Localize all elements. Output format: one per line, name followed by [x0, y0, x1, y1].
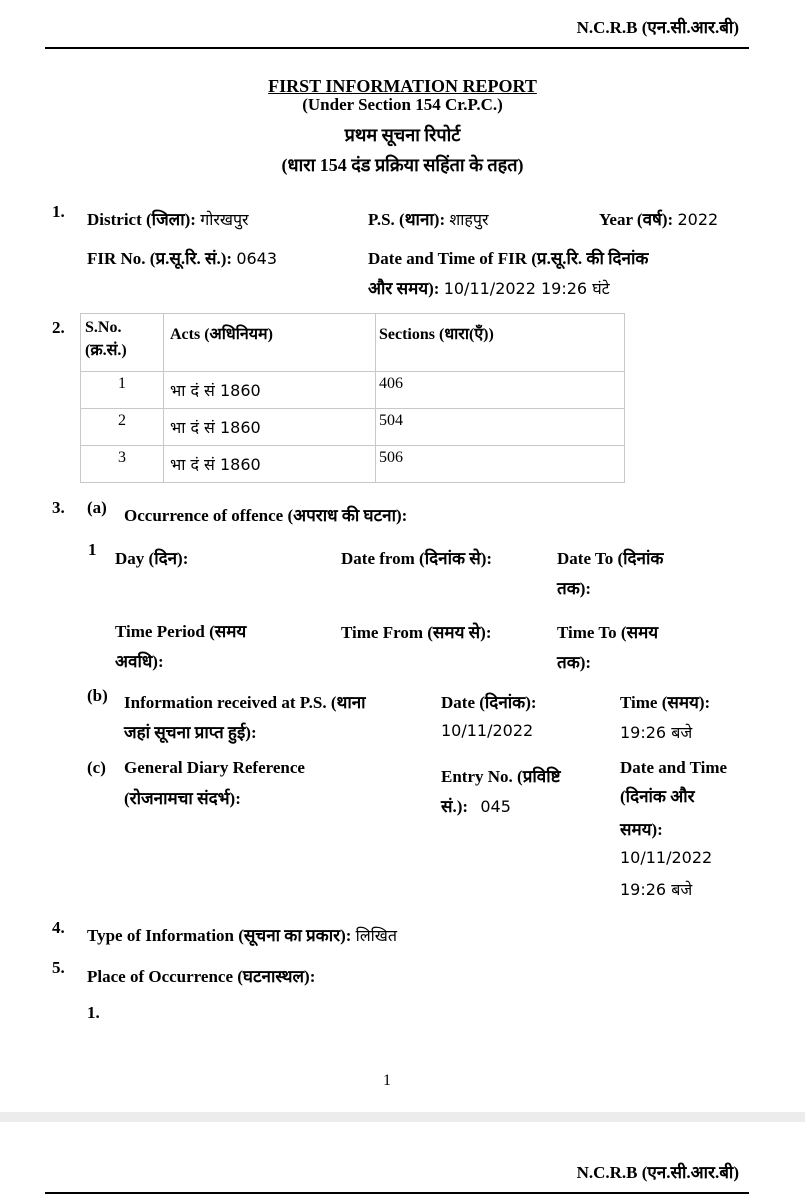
received-time-label: Time (समय): — [620, 693, 711, 712]
page-number: 1 — [383, 1072, 391, 1089]
sections-header-text: Sections (धारा(एँ)) — [379, 326, 494, 343]
table-row — [81, 409, 625, 446]
section-cell: 504 — [376, 409, 625, 446]
section-cell: 506 — [376, 446, 625, 483]
item3-number: 3. — [52, 498, 65, 517]
ps-label: P.S. (थाना): — [368, 210, 446, 229]
info-type-value: लिखित — [355, 926, 398, 945]
fir-datetime-label: Date and Time of FIR (प्र.सू.रि. की दिनांक — [368, 249, 649, 268]
page2-header: N.C.R.B (एन.सी.आर.बी) — [576, 1163, 739, 1182]
item3c-marker: (c) — [87, 758, 106, 777]
entry-no-label-2: सं.): — [441, 797, 469, 816]
date-to-label-2: तक): — [557, 579, 592, 598]
district-field — [87, 207, 249, 230]
page-separator — [0, 1112, 805, 1122]
sno-cell: 3 — [81, 446, 164, 483]
acts-header — [164, 314, 376, 372]
item3a-marker: (a) — [87, 498, 107, 517]
info-type-label: Type of Information (सूचना का प्रकार): — [87, 926, 352, 945]
act-cell: भा दं सं 1860 — [164, 446, 376, 483]
year-label: Year (वर्ष): — [599, 210, 674, 229]
occurrence-label: Occurrence of offence (अपराध की घटना): — [124, 506, 408, 525]
header-rule — [45, 47, 749, 49]
info-received-label-2: जहां सूचना प्राप्त हुई): — [124, 723, 257, 742]
fir-no-value: 0643 — [236, 249, 278, 268]
act-cell: भा दं सं 1860 — [164, 409, 376, 446]
gd-datetime-value: 10/11/2022 — [620, 848, 713, 867]
received-date-label: Date (दिनांक): — [441, 693, 537, 712]
report-subtitle-hindi: (धारा 154 दंड प्रक्रिया सहिंता के तहत) — [281, 155, 524, 175]
date-from-label: Date from (दिनांक से): — [341, 549, 493, 568]
sno-cell: 2 — [81, 409, 164, 446]
place-sub-number: 1. — [87, 1003, 100, 1022]
sections-header — [376, 314, 625, 372]
item3b-marker: (b) — [87, 686, 108, 705]
year-field — [599, 207, 718, 230]
received-date-value: 10/11/2022 — [441, 721, 534, 740]
gd-reference-label-2: (रोजनामचा संदर्भ): — [124, 789, 241, 808]
table-row — [81, 446, 625, 483]
act-cell: भा दं सं 1860 — [164, 372, 376, 409]
sno-header-line1: S.No. — [85, 319, 122, 336]
info-received-label: Information received at P.S. (थाना — [124, 693, 366, 712]
item5-number: 5. — [52, 958, 65, 977]
gd-reference-label: General Diary Reference — [124, 758, 305, 777]
time-period-label: Time Period (समय — [115, 622, 247, 641]
report-title-hindi: प्रथम सूचना रिपोर्ट — [344, 125, 461, 145]
year-value: 2022 — [677, 210, 719, 229]
ps-value: शाहपुर — [449, 210, 489, 229]
date-to-label: Date To (दिनांक — [557, 549, 664, 568]
gd-datetime-label-3: समय): — [620, 820, 663, 839]
fir-no-field — [87, 246, 277, 269]
fir-no-label: FIR No. (प्र.सू.रि. सं.): — [87, 249, 233, 268]
acts-header-text: Acts (अधिनियम) — [170, 326, 273, 343]
gd-datetime-label-2: (दिनांक और — [620, 787, 695, 806]
item2-number: 2. — [52, 318, 65, 337]
day-label: Day (दिन): — [115, 549, 189, 568]
section-cell: 406 — [376, 372, 625, 409]
page-header: N.C.R.B (एन.सी.आर.बी) — [576, 18, 739, 37]
gd-datetime-value-2: 19:26 बजे — [620, 880, 693, 899]
received-time-value: 19:26 बजे — [620, 723, 693, 742]
fir-datetime-value: 10/11/2022 19:26 घंटे — [443, 279, 610, 298]
gd-datetime-label: Date and Time — [620, 758, 728, 777]
sno-cell: 1 — [81, 372, 164, 409]
entry-no-label: Entry No. (प्रविष्टि — [441, 767, 561, 786]
time-to-label-2: तक): — [557, 653, 592, 672]
time-from-label: Time From (समय से): — [341, 623, 492, 642]
place-of-occurrence-label: Place of Occurrence (घटनास्थल): — [87, 967, 316, 986]
report-title: FIRST INFORMATION REPORT — [268, 76, 537, 96]
sno-header-line2: (क्र.सं.) — [85, 342, 127, 359]
ps-field — [368, 207, 489, 230]
entry-no-field — [441, 794, 511, 817]
sno-header — [81, 314, 164, 372]
info-type-field — [87, 923, 397, 946]
time-to-label: Time To (समय — [557, 623, 659, 642]
page2-header-rule — [45, 1192, 749, 1194]
fir-datetime-field — [368, 276, 610, 299]
district-value: गोरखपुर — [200, 210, 249, 229]
item4-number: 4. — [52, 918, 65, 937]
entry-no-value: 045 — [480, 797, 511, 816]
acts-table — [80, 313, 625, 483]
district-label: District (जिला): — [87, 210, 196, 229]
time-period-label-2: अवधि): — [115, 652, 164, 671]
occurrence-sub-number: 1 — [88, 540, 97, 559]
acts-table-header — [81, 314, 625, 372]
fir-datetime-label-2: और समय): — [368, 279, 440, 298]
table-row — [81, 372, 625, 409]
item1-number: 1. — [52, 202, 65, 221]
report-subtitle: (Under Section 154 Cr.P.C.) — [302, 95, 503, 114]
